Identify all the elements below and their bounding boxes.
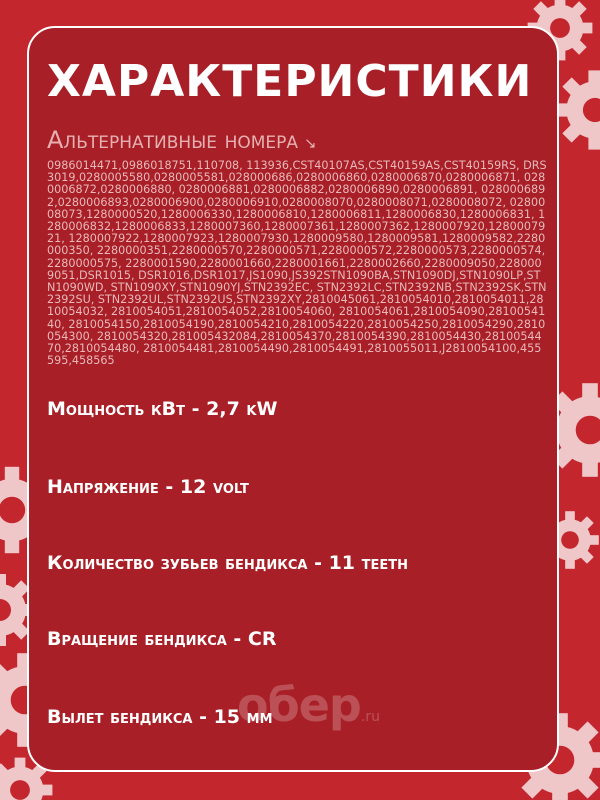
page-title: ХАРАКТЕРИСТИКИ <box>47 56 533 107</box>
alt-numbers-heading-label: Альтернативные номера <box>47 126 299 154</box>
spec-rotation: Вращение бендикса - CR <box>47 628 277 650</box>
alt-numbers-list: 0986014471,0986018751,110708, 113936,CST40107AS,CST40159AS,CST40159RS, DRS3019,0280005580,0280005581,028000686,0280006860,0280006870,0280006871, 0280006872,0280006880, 0280006881,0280006882,0280006890,0280006891, 0280006892,0280006893,0280006900,0280006910,0280008070,0280008071,0280008072, 0280008073,1280000520,1280006330,1280006810,1280006811,1280006830,1280006831, 1280006832,1280006833,1280007360,1280007361,1280007362,1280007920,1280007921, 1280007922,1280007923,1280007930,1280009580,1280009581,1280009582,2280000350, 2280000351,2280000570,2280000571,2280000572,2280000573,2280000574,2280000575, 2280001590,2280001660,2280001661,2280002660,2280009050,2280009051,DSR1015, DSR1016,DSR1017,JS1090,JS392STN1090BA,STN1090DJ,STN1090LP,STN1090WD, STN1090XY,STN1090YJ,STN2392EC, STN2392LC,STN2392NB,STN2392SK,STN2392SU, STN2392UL,STN2392US,STN2392XY,2810045061,2810054010,2810054011,2810054032, 2810054051,2810054052,2810054060, 2810054061,2810054090,2810054140, 2810054150,2810054190,2810054210,2810054220,2810054250,2810054290,2810054300, 2810054320,281005432084,2810054370,2810054390,2810054430,2810054470,2810054480, 2810054481,2810054490,2810054491,2810055011,J2810054100,455595,458565 <box>47 159 547 368</box>
spec-power: Мощность кВт - 2,7 kW <box>47 398 278 420</box>
spec-voltage: Напряжение - 12 volt <box>47 476 249 498</box>
specs-card <box>27 26 559 772</box>
spec-teeth: Количество зубьев бендикса - 11 teeth <box>47 552 409 574</box>
spec-offset: Вылет бендикса - 15 мм <box>47 706 273 728</box>
arrow-down-right-icon: ↘ <box>304 134 317 152</box>
logo-main: обер <box>237 678 361 732</box>
gear-icon <box>555 70 600 149</box>
oboz-logo <box>237 678 380 732</box>
alt-numbers-heading <box>47 126 317 154</box>
logo-suffix: .ru <box>360 709 380 725</box>
